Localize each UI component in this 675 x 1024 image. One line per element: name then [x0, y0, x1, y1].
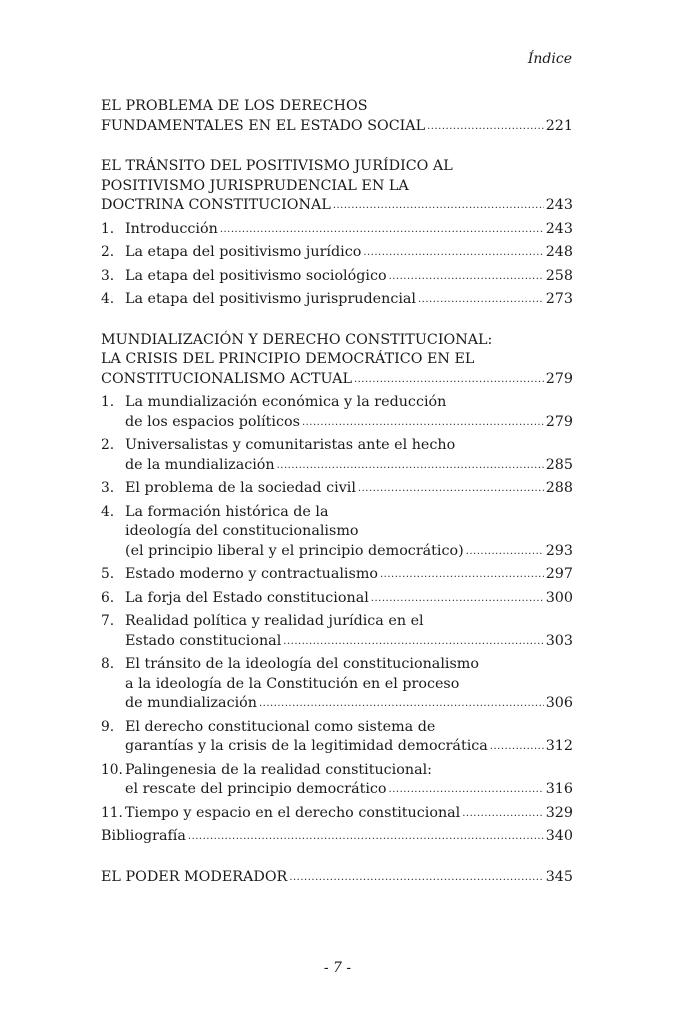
toc-entry	[101, 503, 573, 563]
entry-text: La formación histórica de la	[125, 503, 329, 520]
toc-entry-row	[101, 393, 573, 433]
dot-leader	[220, 220, 544, 240]
toc-entry	[101, 243, 573, 264]
entry-body	[125, 761, 573, 801]
entry-body	[125, 655, 573, 715]
entry-body	[125, 267, 573, 288]
entry-body	[125, 479, 573, 500]
entry-text: Estado moderno y contractualismo	[125, 566, 378, 582]
dot-leader	[418, 290, 544, 310]
page-ref: 285	[545, 456, 573, 473]
section-title-line	[101, 157, 573, 177]
entry-line	[125, 479, 573, 500]
entry-text: El derecho constitucional como sistema de	[125, 718, 436, 735]
entry-line	[125, 436, 573, 456]
dot-leader	[462, 804, 543, 824]
entry-number: 3.	[101, 480, 115, 496]
entry-text: Introducción	[125, 220, 218, 237]
page-ref: 279	[545, 370, 573, 387]
entry-number: 2.	[101, 244, 115, 260]
entry-number: 3.	[101, 267, 115, 284]
entry-text: El problema de la sociedad civil	[125, 480, 356, 496]
page-ref: 300	[545, 589, 573, 606]
toc-entry	[101, 267, 573, 288]
toc-entry-row	[101, 612, 573, 652]
toc-entry-row	[101, 761, 573, 801]
page-ref: 303	[545, 632, 573, 649]
dot-leader	[389, 267, 544, 287]
entry-text: Estado constitucional	[125, 632, 282, 649]
entry-line	[125, 589, 573, 610]
entry-body	[125, 393, 573, 433]
toc-entry	[101, 436, 573, 476]
section-title-line	[101, 331, 573, 351]
section-title-text: MUNDIALIZACIÓN Y DERECHO CONSTITUCIONAL:	[101, 331, 493, 348]
toc-entry-row	[101, 589, 573, 610]
entry-text: de mundialización	[125, 695, 257, 711]
entry-body	[125, 612, 573, 652]
dot-leader	[289, 868, 543, 888]
entry-number: 4.	[101, 291, 115, 307]
entry-number: 8.	[101, 656, 115, 672]
entry-text: La forja del Estado constitucional	[125, 589, 369, 606]
entry-body	[101, 827, 573, 848]
toc-entry	[101, 804, 573, 825]
entry-text: Universalistas y comunitaristas ante el hecho	[125, 437, 456, 453]
page-ref: 345	[545, 868, 573, 885]
entry-number: 1.	[101, 394, 115, 410]
page-ref: 293	[545, 542, 573, 559]
section-title-text: POSITIVISMO JURISPRUDENCIAL EN LA	[101, 177, 409, 194]
entry-text: Realidad política y realidad jurídica en el	[125, 613, 424, 629]
dot-leader	[490, 737, 544, 757]
toc-entry-row	[101, 479, 573, 500]
entry-line	[125, 694, 573, 715]
entry-number: 5.	[101, 566, 115, 582]
toc-entry	[101, 827, 573, 848]
toc-entry-row	[101, 827, 573, 848]
entry-number: 10.	[101, 761, 123, 778]
dot-leader	[466, 542, 544, 562]
toc-entries	[101, 220, 573, 311]
entry-text: de la mundialización	[125, 456, 275, 473]
entry-line	[125, 503, 573, 523]
section-title-text: EL PROBLEMA DE LOS DERECHOS	[101, 98, 368, 114]
toc-entry-row	[101, 290, 573, 311]
page-ref: 329	[545, 804, 573, 821]
page-ref: 279	[545, 413, 573, 430]
entry-line	[125, 804, 573, 825]
entry-body	[125, 804, 573, 825]
toc-section	[101, 97, 573, 137]
entry-line	[101, 827, 573, 848]
toc-section	[101, 157, 573, 311]
page-ref: 316	[545, 781, 573, 797]
toc-entry	[101, 589, 573, 610]
section-title-line	[101, 117, 573, 138]
entry-body	[125, 243, 573, 264]
entry-number: 9.	[101, 718, 115, 735]
page-ref: 288	[545, 480, 573, 496]
entry-line	[125, 393, 573, 413]
section-title-text: LA CRISIS DEL PRINCIPIO DEMOCRÁTICO EN EL	[101, 351, 475, 367]
entry-number: 11.	[101, 804, 123, 821]
entry-text: El tránsito de la ideología del constitucionalismo	[125, 656, 479, 672]
entry-text: de los espacios políticos	[125, 413, 300, 430]
toc-entry	[101, 479, 573, 500]
toc-entry-row	[101, 565, 573, 586]
entry-text: Tiempo y espacio en el derecho constitucional	[125, 804, 461, 821]
entry-line	[125, 267, 573, 288]
page-ref: 340	[545, 828, 573, 844]
entry-line	[125, 655, 573, 675]
section-title-text: EL TRÁNSITO DEL POSITIVISMO JURÍDICO AL	[101, 158, 453, 174]
toc-entry-row	[101, 503, 573, 563]
toc-entry-row	[101, 243, 573, 264]
page-ref: 243	[545, 197, 573, 213]
toc-section	[101, 331, 573, 848]
section-title-line	[101, 868, 573, 889]
toc-entry	[101, 220, 573, 241]
entry-number: 1.	[101, 220, 115, 237]
page-ref: 258	[545, 267, 573, 284]
section-title-text: CONSTITUCIONALISMO ACTUAL	[101, 370, 352, 387]
entry-number: 4.	[101, 503, 115, 520]
entry-text: Bibliografía	[101, 828, 186, 844]
entry-number: 6.	[101, 589, 115, 606]
entry-line	[125, 780, 573, 801]
toc-entry-row	[101, 655, 573, 715]
entry-text: Palingenesia de la realidad constitucional:	[125, 761, 432, 778]
section-title-text: FUNDAMENTALES EN EL ESTADO SOCIAL	[101, 117, 426, 134]
toc-entry-row	[101, 718, 573, 758]
running-head: Índice	[527, 51, 572, 67]
section-title-line	[101, 370, 573, 391]
entry-number: 2.	[101, 437, 115, 453]
entry-text: el rescate del principio democrático	[125, 781, 387, 797]
toc-section	[101, 868, 573, 889]
toc-entry-row	[101, 220, 573, 241]
entry-body	[125, 220, 573, 241]
section-title-text: EL PODER MODERADOR	[101, 868, 288, 885]
entry-line	[125, 243, 573, 264]
toc-entry	[101, 290, 573, 311]
dot-leader	[283, 632, 543, 652]
entry-text: (el principio liberal y el principio democrático)	[125, 542, 464, 559]
entry-body	[125, 503, 573, 563]
dot-leader	[363, 243, 543, 263]
page-ref: 297	[545, 566, 573, 582]
page-ref: 312	[545, 738, 573, 754]
section-title-line	[101, 196, 573, 217]
dot-leader	[333, 196, 544, 216]
toc-entry	[101, 655, 573, 715]
entry-text: La etapa del positivismo jurídico	[125, 244, 362, 260]
entry-line	[125, 737, 573, 758]
entry-body	[125, 718, 573, 758]
dot-leader	[277, 456, 544, 476]
dot-leader	[380, 565, 544, 585]
entry-line	[125, 413, 573, 434]
entry-text: La etapa del positivismo jurisprudencial	[125, 291, 416, 307]
table-of-contents	[101, 97, 573, 908]
dot-leader	[389, 780, 544, 800]
entry-line	[125, 612, 573, 632]
dot-leader	[302, 413, 544, 433]
dot-leader	[358, 479, 544, 499]
entry-text: garantías y la crisis de la legitimidad democrática	[125, 738, 488, 754]
section-title-text: DOCTRINA CONSTITUCIONAL	[101, 197, 331, 213]
entry-line	[125, 220, 573, 241]
entry-line	[125, 522, 573, 542]
entry-line	[125, 761, 573, 781]
dot-leader	[427, 117, 544, 137]
section-title-line	[101, 97, 573, 117]
toc-entries	[101, 393, 573, 848]
page-ref: 306	[545, 695, 573, 711]
dot-leader	[188, 827, 544, 847]
toc-entry	[101, 565, 573, 586]
entry-line	[125, 718, 573, 738]
entry-line	[125, 675, 573, 695]
entry-text: ideología del constitucionalismo	[125, 523, 359, 539]
entry-text: a la ideología de la Constitución en el proceso	[125, 675, 460, 692]
page-number: - 7 -	[323, 960, 352, 976]
entry-body	[125, 436, 573, 476]
toc-entry-row	[101, 804, 573, 825]
page-ref: 273	[545, 291, 573, 307]
entry-line	[125, 456, 573, 477]
toc-entry	[101, 393, 573, 433]
section-title-line	[101, 350, 573, 370]
entry-line	[125, 565, 573, 586]
page-ref: 221	[545, 117, 573, 134]
page-ref: 243	[545, 220, 573, 237]
page-ref: 248	[545, 244, 573, 260]
entry-line	[125, 290, 573, 311]
toc-entry-row	[101, 436, 573, 476]
toc-entry-row	[101, 267, 573, 288]
entry-body	[125, 589, 573, 610]
entry-number: 7.	[101, 613, 115, 629]
entry-body	[125, 565, 573, 586]
entry-text: La mundialización económica y la reducción	[125, 394, 447, 410]
entry-line	[125, 542, 573, 563]
dot-leader	[354, 370, 544, 390]
dot-leader	[259, 694, 544, 714]
dot-leader	[371, 589, 544, 609]
toc-entry	[101, 718, 573, 758]
entry-body	[125, 290, 573, 311]
entry-text: La etapa del positivismo sociológico	[125, 267, 387, 284]
toc-entry	[101, 612, 573, 652]
section-title-line	[101, 177, 573, 197]
toc-entry	[101, 761, 573, 801]
entry-line	[125, 632, 573, 653]
